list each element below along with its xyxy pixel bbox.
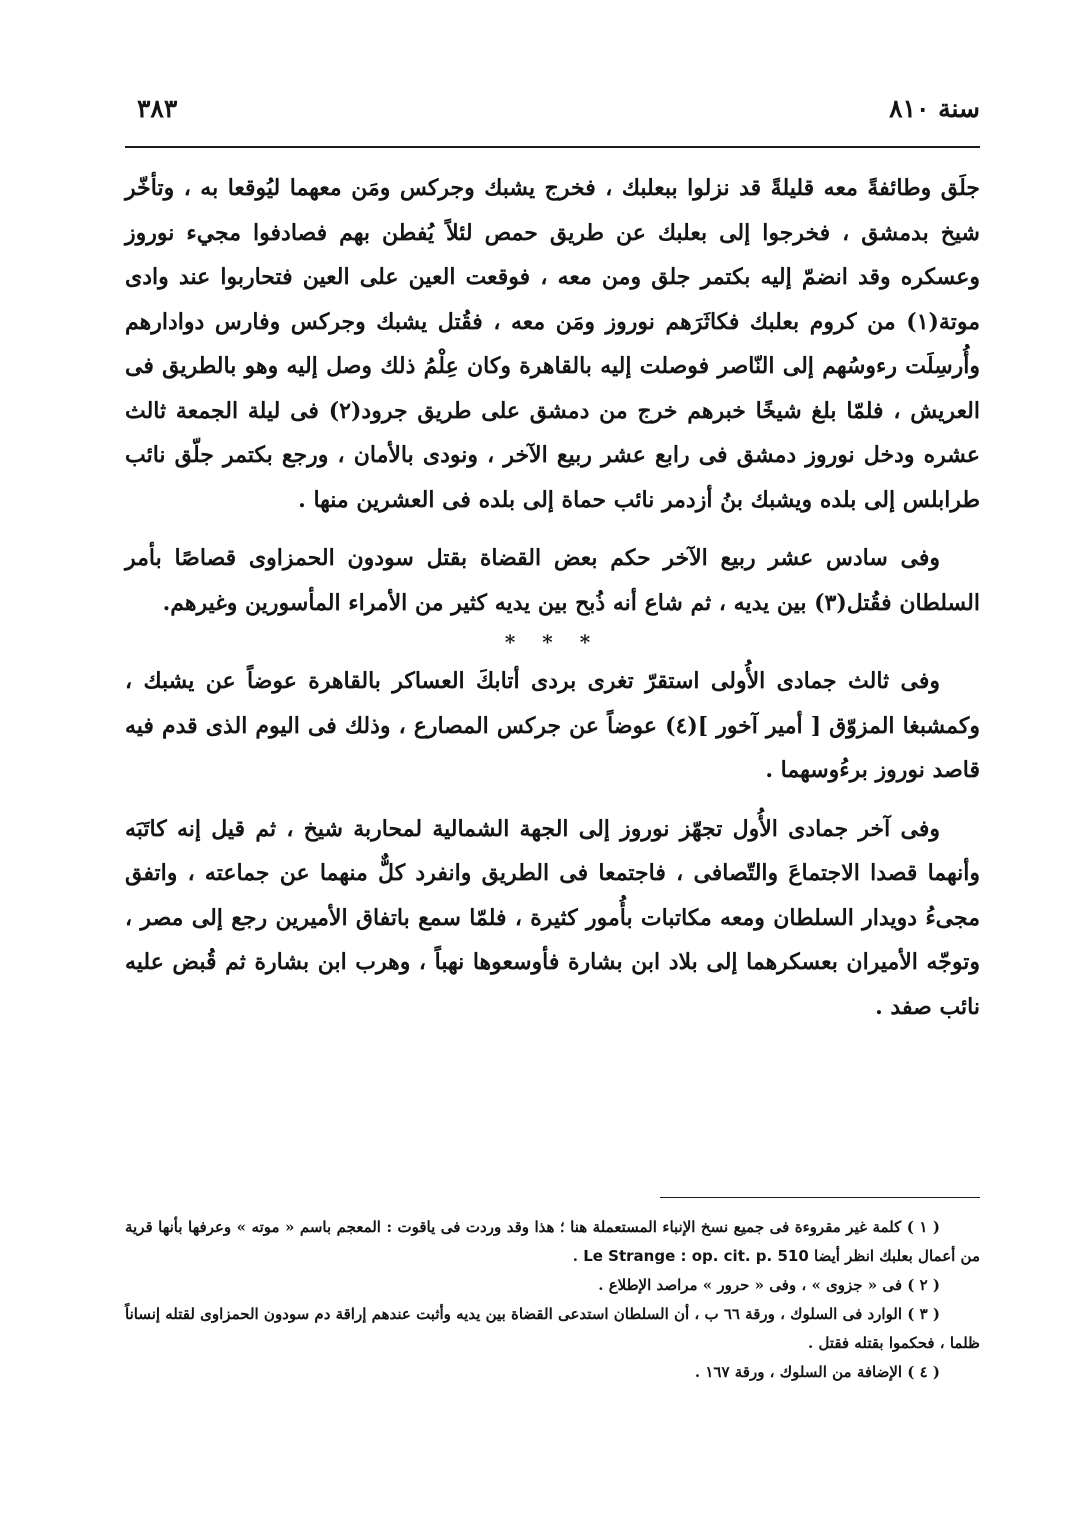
footnote-rule [660,1197,980,1198]
paragraph-battle-baalbek: جلَق وطائفةً معه قليلةً قد نزلوا ببعلبك ، فخرج يشبك وجركس ومَن معهما ليُوقعا به ، وتأخّر شيخ بدمشق ، فخرجوا إلى بعلبك عن طريق حمص لئلاً يُفطن بهم فصادفوا مجيء نوروز وعسكره وقد انضمّ إليه بكتمر جلق ومن معه ، فوقعت العين على العين فتحاربوا عند وادى موتة(١) من كروم بعلبك فكاثَرَهم نوروز ومَن معه ، فقُتل يشبك وجركس وفارس دوادارهم وأُرسِلَت رءوسُهم إلى النّاصر فوصلت إليه بالقاهرة وكان عِلْمُ ذلك وصل إليه وهو بالطريق فى العريش ، فلمّا بلغ شيخًا خبرهم خرج من دمشق على طريق جرود(٢) فى ليلة الجمعة ثالث عشره ودخل نوروز دمشق فى رابع عشر ربيع الآخر ، ونودى بالأمان ، ورجع بكتمر جلّق نائب طرابلس إلى بلده ويشبك بنُ أزدمر نائب حماة إلى بلده فى العشرين منها . [125,175,980,513]
paragraph-appointments: وفى ثالث جمادى الأُولى استقرّ تغرى بردى أتابكَ العساكر بالقاهرة عوضاً عن يشبك ، وكمشبغا المزوّق [ أمير آخور ](٤) عوضاً عن جركس المصارع ، وذلك فى اليوم الذى قدم فيه قاصد نوروز برءُوسهما . [125,668,981,783]
paragraph-sudun-execution: وفى سادس عشر ربيع الآخر حكم بعض القضاة بقتل سودون الحمزاوى قصاصًا بأمر السلطان فقُتل(٣) بين يديه ، ثم شاع أنه ذُبح بين يديه كثير من الأمراء المأسورين وغيرهم. [125,545,980,616]
main-text [125,166,980,1029]
footnote-1-text: ( ١ ) كلمة غير مقروءة فى جميع نسخ الإنباء المستعملة هنا ؛ هذا وقد وردت فى ياقوت : المعجم باسم « موته » وعرفها بأنها قرية من أعمال بعلبك انظر أيضا [125,1218,980,1265]
paragraph-nawruz-campaign: وفى آخر جمادى الأُول تجهّز نوروز إلى الجهة الشمالية لمحاربة شيخ ، ثم قيل إنه كاتَبَه وأنهما قصدا الاجتماعَ والتّصافى ، فاجتمعا فى الطريق وانفرد كلٌّ منهما عن جماعته ، واتفق مجىءُ دويدار السلطان ومعه مكاتبات بأُمور كثيرة ، فلمّا سمع باتفاق الأميرين رجع إلى مصر ، وتوجّه الأميران بعسكرهما إلى بلاد ابن بشارة فأوسعوها نهباً ، وهرب ابن بشارة ثم قُبض عليه نائب صفد . [125,815,981,1020]
header-rule [125,146,980,148]
footnote-1 [125,1213,980,1271]
page-header [125,94,980,138]
page-number: ٣٨٣ [137,94,178,123]
footnote-1-reference: Le Strange : op. cit. p. 510 [583,1247,809,1265]
footnote-3: ( ٣ ) الوارد فى السلوك ، ورقة ٦٦ ب ، أن السلطان استدعى القضاة بين يديه وأثبت عندهم إراقة دم سودون الحمزاوى لقتله إنساناً ظلما ، فحكموا بقتله فقتل . [125,1305,980,1352]
section-separator: * * * [504,630,601,654]
footnotes [125,1213,980,1387]
running-head-year: سنة ٨١٠ [889,94,980,123]
paragraph-gap [125,793,980,807]
paragraph-gap [125,522,980,536]
footnote-1-end: . [572,1247,578,1265]
footnote-2: ( ٢ ) فى « جزوى » ، وفى « حرور » مراصد الإطلاع . [598,1276,940,1294]
footnote-4: ( ٤ ) الإضافة من السلوك ، ورقة ١٦٧ . [694,1363,940,1381]
